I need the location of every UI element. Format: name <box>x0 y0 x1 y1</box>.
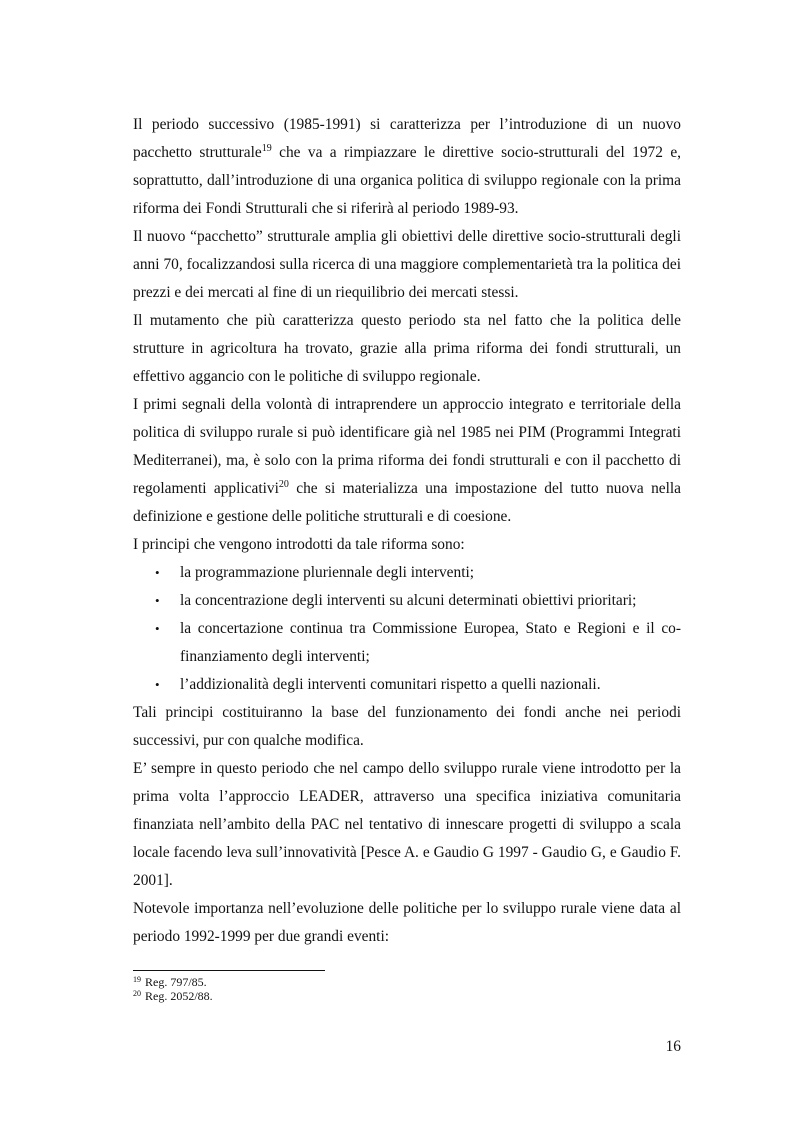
paragraph-1: Il periodo successivo (1985-1991) si caratterizza per l’introduzione di un nuovo pacchetto strutturale$^{19}$ che va a rimpiazzare le direttive socio-strutturali del 1972 e, soprattutto, dall’introduzione di una organica politica di sviluppo regionale con la prima riforma dei Fondi Strutturali che si riferirà al periodo 1989-93. <box>133 116 681 217</box>
bullet-icon: • <box>155 621 160 636</box>
list-item: • la programmazione pluriennale degli interventi; <box>133 559 681 587</box>
page-number: 16 <box>665 1038 681 1055</box>
bullet-icon: • <box>155 565 160 580</box>
footnote-19: $^{19}$ Reg. 797/85. <box>133 975 207 989</box>
paragraph-2: Il nuovo “pacchetto” strutturale amplia gli obiettivi delle direttive socio-strutturali degli anni 70, focalizzandosi sulla ricerca di una maggiore complementarietà tra la politica dei prezzi e dei mercati al fine di un riequilibrio dei mercati stessi. <box>133 228 681 301</box>
body-text <box>133 111 681 951</box>
paragraph-7: E’ sempre in questo periodo che nel campo dello sviluppo rurale viene introdotto per la prima volta l’approccio LEADER, attraverso una specifica iniziativa comunitaria finanziata nell’ambito della PAC nel tentativo di innescare progetti di sviluppo a scala locale facendo leva sull’innovatività [Pesce A. e Gaudio G 1997 - Gaudio G, e Gaudio F. 2001]. <box>133 760 681 889</box>
bullet-icon: • <box>155 677 160 692</box>
footnote-ref-20[interactable]: 20 <box>278 479 289 490</box>
principles-list <box>133 559 681 699</box>
list-item: • l’addizionalità degli interventi comunitari rispetto a quelli nazionali. <box>133 671 681 699</box>
paragraph-6: Tali principi costituiranno la base del funzionamento dei fondi anche nei periodi successivi, pur con qualche modifica. <box>133 704 681 749</box>
footnotes <box>133 975 213 1003</box>
paragraph-4: I primi segnali della volontà di intraprendere un approccio integrato e territoriale della politica di sviluppo rurale si può identificare già nel 1985 nei PIM (Programmi Integrati Mediterranei), ma, è solo con la prima riforma dei fondi strutturali e con il pacchetto di regolamenti applicativi$^{20}$ che si materializza una impostazione del tutto nuova nella definizione e gestione delle politiche strutturali e di coesione. <box>133 396 681 525</box>
paragraph-5: I principi che vengono introdotti da tale riforma sono: <box>133 536 465 553</box>
list-item: • la concentrazione degli interventi su alcuni determinati obiettivi prioritari; <box>133 587 681 615</box>
bullet-icon: • <box>155 593 160 608</box>
footnote-ref-19[interactable]: 19 <box>261 143 272 154</box>
footnote-20: $^{20}$ Reg. 2052/88. <box>133 989 213 1003</box>
paragraph-3: Il mutamento che più caratterizza questo periodo sta nel fatto che la politica delle strutture in agricoltura ha trovato, grazie alla prima riforma dei fondi strutturali, un effettivo aggancio con le politiche di sviluppo regionale. <box>133 312 681 385</box>
paragraph-8: Notevole importanza nell’evoluzione delle politiche per lo sviluppo rurale viene data al periodo 1992-1999 per due grandi eventi: <box>133 900 681 945</box>
list-item: • la concertazione continua tra Commissione Europea, Stato e Regioni e il co-finanziamento degli interventi; <box>133 615 681 671</box>
footnote-separator <box>133 970 325 971</box>
